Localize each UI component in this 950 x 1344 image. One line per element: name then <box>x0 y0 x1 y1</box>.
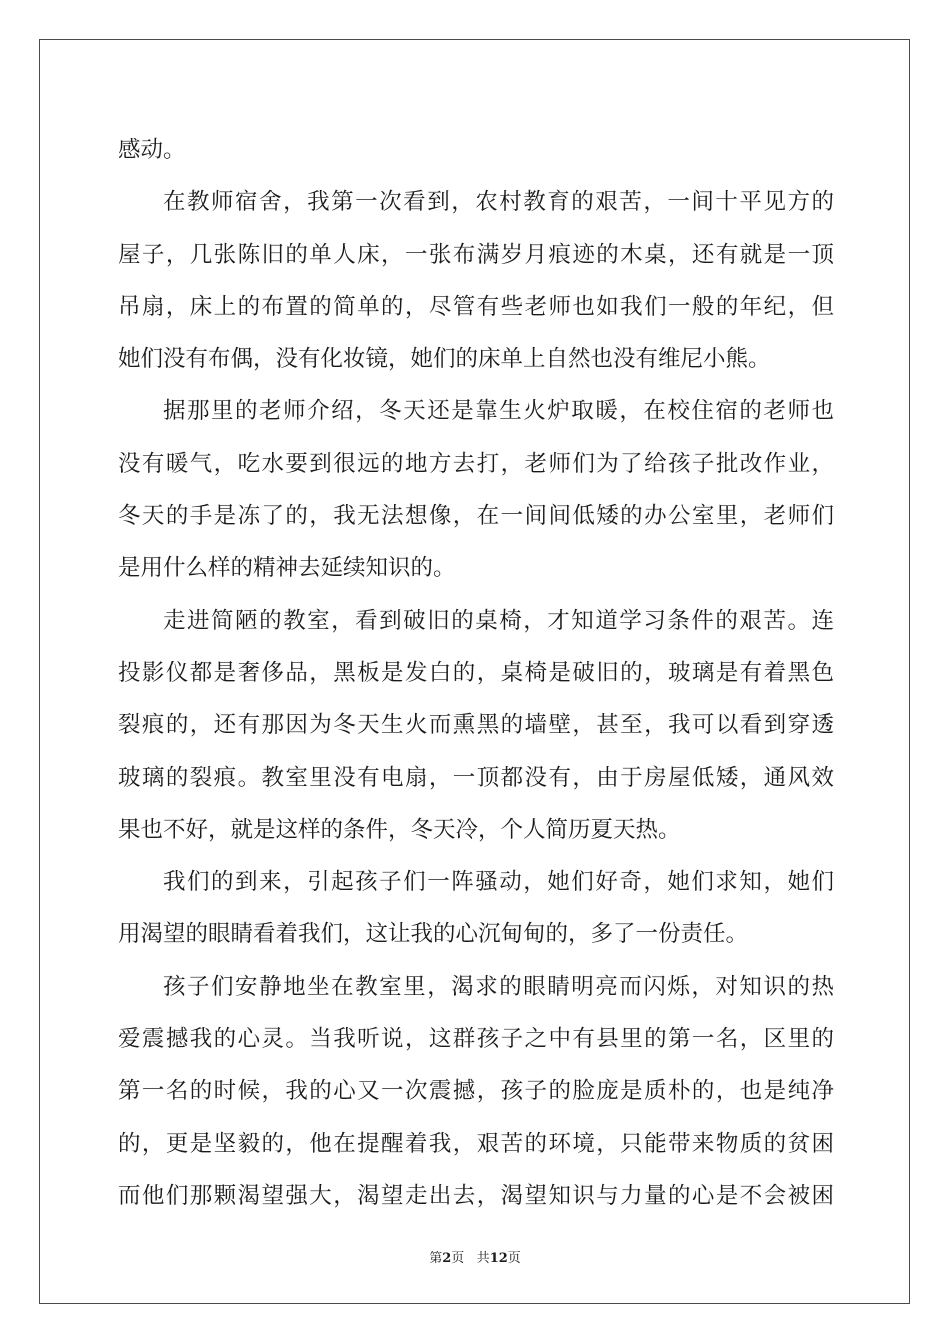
text-line: 的，更是坚毅的，他在提醒着我，艰苦的环境，只能带来物质的贫困 <box>118 1130 834 1157</box>
current-page-number: 2 <box>442 1251 452 1266</box>
text-line: 果也不好，就是这样的条件，冬天冷，个人简历夏天热。 <box>118 816 681 843</box>
total-page-number: 12 <box>489 1251 508 1266</box>
document-body <box>118 124 834 1222</box>
page-suffix: 页 <box>451 1251 465 1266</box>
total-prefix: 共 <box>476 1251 490 1266</box>
page-footer <box>0 1247 950 1266</box>
text-line: 玻璃的裂痕。教室里没有电扇，一顶都没有，由于房屋低矮，通风效 <box>118 764 834 791</box>
page-prefix: 第 <box>429 1251 443 1266</box>
text-line: 屋子，几张陈旧的单人床，一张布满岁月痕迹的木桌，还有就是一顶 <box>118 241 834 268</box>
text-line: 而他们那颗渴望强大，渴望走出去，渴望知识与力量的心是不会被困 <box>118 1182 834 1209</box>
text-line: 第一名的时候，我的心又一次震撼，孩子的脸庞是质朴的，也是纯净 <box>118 1078 834 1105</box>
total-suffix: 页 <box>507 1251 521 1266</box>
text-line: 我们的到来，引起孩子们一阵骚动，她们好奇，她们求知，她们 <box>163 869 834 896</box>
text-line: 冬天的手是冻了的，我无法想像，在一间间低矮的办公室里，老师们 <box>118 503 834 530</box>
text-line: 爱震撼我的心灵。当我听说，这群孩子之中有县里的第一名，区里的 <box>118 1026 834 1053</box>
text-line: 是用什么样的精神去延续知识的。 <box>118 555 456 582</box>
text-line: 没有暖气，吃水要到很远的地方去打，老师们为了给孩子批改作业， <box>118 450 834 477</box>
text-line: 走进简陋的教室，看到破旧的桌椅，才知道学习条件的艰苦。连 <box>163 607 834 634</box>
text-line: 在教师宿舍，我第一次看到，农村教育的艰苦，一间十平见方的 <box>163 189 834 216</box>
text-line: 据那里的老师介绍，冬天还是靠生火炉取暖，在校住宿的老师也 <box>163 398 834 425</box>
text-line: 孩子们安静地坐在教室里，渴求的眼睛明亮而闪烁，对知识的热 <box>163 973 834 1000</box>
text-line: 感动。 <box>118 137 186 163</box>
text-line: 她们没有布偶，没有化妆镜，她们的床单上自然也没有维尼小熊。 <box>118 346 771 373</box>
text-line: 裂痕的，还有那因为冬天生火而熏黑的墙壁，甚至，我可以看到穿透 <box>118 712 834 739</box>
text-line: 用渴望的眼睛看着我们，这让我的心沉甸甸的，多了一份责任。 <box>118 921 749 948</box>
text-line: 投影仪都是奢侈品，黑板是发白的，桌椅是破旧的，玻璃是有着黑色 <box>118 659 834 686</box>
text-line: 吊扇，床上的布置的简单的，尽管有些老师也如我们一般的年纪，但 <box>118 293 834 320</box>
